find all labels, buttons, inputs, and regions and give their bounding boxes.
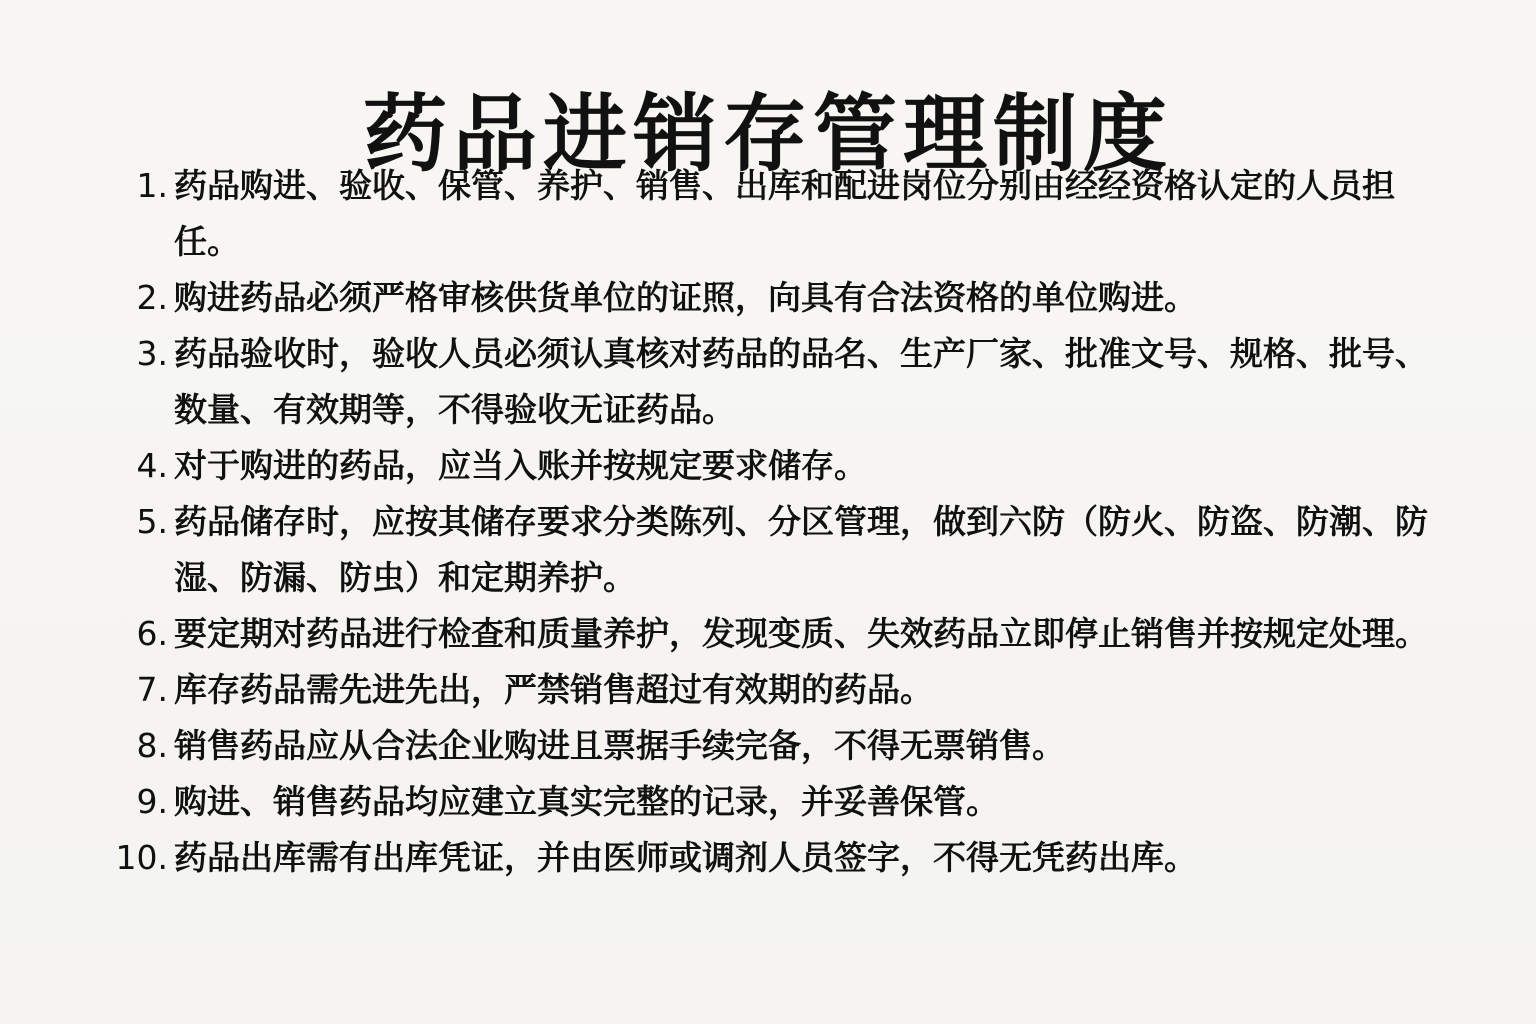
rule-item <box>108 830 1448 886</box>
rule-number: 10. <box>115 838 168 877</box>
rule-item <box>108 606 1448 662</box>
rule-item <box>108 158 1448 270</box>
rule-number: 5. <box>136 502 168 541</box>
rule-text: 销售药品应从合法企业购进且票据手续完备，不得无票销售。 <box>174 726 1065 765</box>
rule-text: 药品购进、验收、保管、养护、销售、出库和配进岗位分别由经经资格认定的人员担任。 <box>174 166 1395 261</box>
rule-number: 4. <box>136 446 168 485</box>
rule-item <box>108 662 1448 718</box>
rule-number: 7. <box>136 670 168 709</box>
rule-text: 购进、销售药品均应建立真实完整的记录，并妥善保管。 <box>174 782 999 821</box>
rule-number: 8. <box>136 726 168 765</box>
rule-number: 2. <box>136 278 168 317</box>
rule-text: 药品储存时，应按其储存要求分类陈列、分区管理，做到六防（防火、防盗、防潮、防湿、防漏、防虫）和定期养护。 <box>174 502 1428 597</box>
page-title: 药品进销存管理制度 <box>362 85 1173 184</box>
rule-item <box>108 718 1448 774</box>
rule-number: 3. <box>136 334 168 373</box>
rule-item <box>108 270 1448 326</box>
rule-item <box>108 326 1448 438</box>
rule-text: 要定期对药品进行检查和质量养护，发现变质、失效药品立即停止销售并按规定处理。 <box>174 614 1428 653</box>
rule-text: 药品验收时，验收人员必须认真核对药品的品名、生产厂家、批准文号、规格、批号、数量、有效期等，不得验收无证药品。 <box>174 334 1428 429</box>
rule-item <box>108 494 1448 606</box>
rule-text: 库存药品需先进先出，严禁销售超过有效期的药品。 <box>174 670 933 709</box>
rule-number: 1. <box>136 166 168 205</box>
rule-item <box>108 774 1448 830</box>
rule-text: 购进药品必须严格审核供货单位的证照，向具有合法资格的单位购进。 <box>174 278 1197 317</box>
rule-text: 对于购进的药品，应当入账并按规定要求储存。 <box>174 446 867 485</box>
rules-list <box>108 158 1448 886</box>
rule-number: 9. <box>136 782 168 821</box>
rule-text: 药品出库需有出库凭证，并由医师或调剂人员签字，不得无凭药出库。 <box>174 838 1197 877</box>
rule-number: 6. <box>136 614 168 653</box>
rule-item <box>108 438 1448 494</box>
